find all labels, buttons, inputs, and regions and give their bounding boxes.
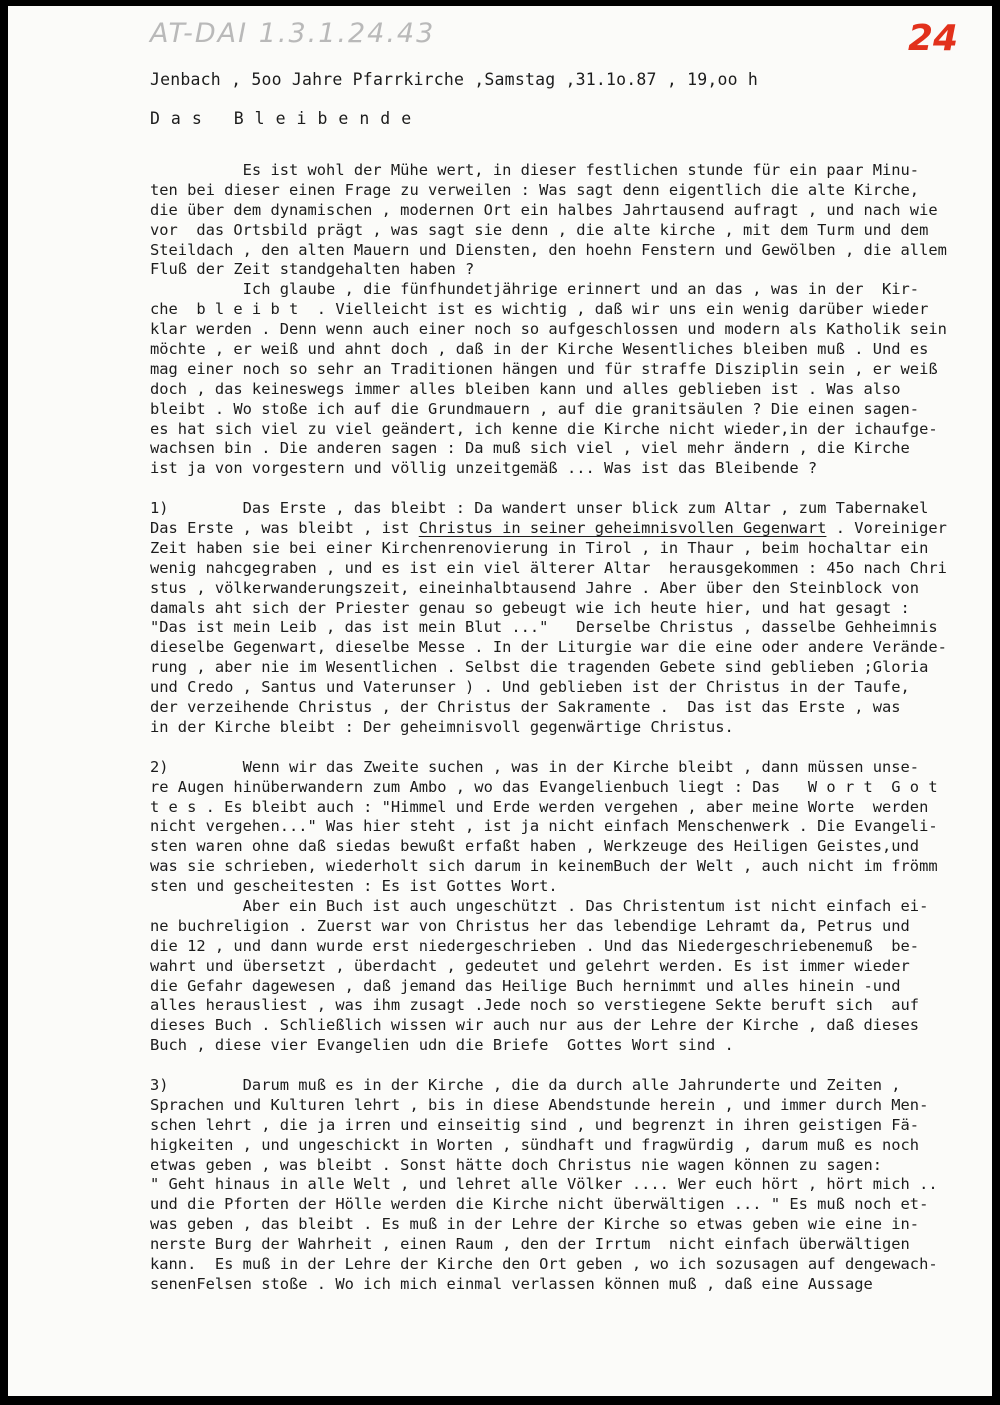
text-line: re Augen hinüberwandern zum Ambo , wo das Evangelienbuch liegt : Das W o r t G o t bbox=[150, 777, 938, 796]
text-line: in der Kirche bleibt : Der geheimnisvoll gegenwärtige Christus. bbox=[150, 717, 734, 736]
text-line: dieselbe Gegenwart, dieselbe Messe . In der Liturgie war die eine oder andere Verände- bbox=[150, 638, 947, 657]
text-line: die Gefahr dagewesen , daß jemand das Heilige Buch hernimmt und alles hinein -und bbox=[150, 976, 901, 995]
paragraph-intro bbox=[150, 161, 992, 479]
text-line: und die Pforten der Hölle werden die Kirche nicht überwältigen ... " Es muß noch et- bbox=[150, 1195, 929, 1214]
text-line: mag einer noch so sehr an Traditionen hängen und für straffe Disziplin sein , er weiß bbox=[150, 359, 938, 378]
text-line: 3) Darum muß es in der Kirche , die da durch alle Jahrunderte und Zeiten , bbox=[150, 1075, 901, 1094]
text-line: Sprachen und Kulturen lehrt , bis in diese Abendstunde herein , und immer durch Men- bbox=[150, 1095, 929, 1114]
text-line: Es ist wohl der Mühe wert, in dieser festlichen stunde für ein paar Minu- bbox=[150, 161, 920, 179]
text-line: ist ja von vorgestern und völlig unzeitgemäß ... Was ist das Bleibende ? bbox=[150, 459, 818, 478]
text-line: " Geht hinaus in alle Welt , und lehret alle Völker .... Wer euch hört , hört mich .. bbox=[150, 1175, 938, 1194]
text-line: schen lehrt , die ja irren und einseitig sind , und begrenzt in ihren geistigen Fä- bbox=[150, 1115, 920, 1134]
document-page bbox=[8, 6, 992, 1396]
text-line: sten und gescheitesten : Es ist Gottes Wort. bbox=[150, 877, 558, 896]
document-header: Jenbach , 5oo Jahre Pfarrkirche ,Samstag ,31.1o.87 , 19,oo h bbox=[150, 70, 759, 89]
text-line: Buch , diese vier Evangelien udn die Briefe Gottes Wort sind . bbox=[150, 1036, 734, 1055]
text-line: die 12 , und dann wurde erst niedergeschrieben . Und das Niedergeschriebenemuß be- bbox=[150, 936, 920, 955]
text-line: Zeit haben sie bei einer Kirchenrenovierung in Tirol , in Thaur , beim hochaltar ein bbox=[150, 538, 929, 557]
text-line: stus , völkerwanderungszeit, eineinhalbtausend Jahre . Aber über den Steinblock von bbox=[150, 578, 920, 597]
text-line: ten bei dieser einen Frage zu verweilen : Was sagt denn eigentlich die alte Kirche, bbox=[150, 180, 920, 199]
text-line: was sie schrieben, wiederholt sich darum in keinemBuch der Welt , auch nicht im frömm bbox=[150, 857, 938, 876]
page-number: 24 bbox=[908, 18, 959, 59]
text-line: was geben , das bleibt . Es muß in der Lehre der Kirche so etwas geben wie eine in- bbox=[150, 1215, 920, 1234]
text-segment: Das Erste , was bleibt , ist bbox=[150, 519, 419, 538]
archive-reference-stamp: AT-DAI 1.3.1.24.43 bbox=[150, 18, 436, 49]
body-text bbox=[150, 161, 992, 1295]
underlined-phrase: Christus in seiner geheimnisvollen Gegenwart bbox=[418, 519, 827, 538]
paragraph-2 bbox=[150, 758, 992, 1056]
text-line: rung , aber nie im Wesentlichen . Selbst die tragenden Gebete sind geblieben ;Gloria bbox=[150, 658, 929, 677]
text-line: higkeiten , und ungeschickt in Worten , sündhaft und fragwürdig , darum muß es noch bbox=[150, 1135, 920, 1154]
text-line: nerste Burg der Wahrheit , einen Raum , den der Irrtum nicht einfach überwältigen bbox=[150, 1235, 910, 1254]
text-line: doch , das keineswegs immer alles bleiben kann und alles geblieben ist . Was also bbox=[150, 379, 901, 398]
text-line: "Das ist mein Leib , das ist mein Blut ..." Derselbe Christus , dasselbe Gehheimnis bbox=[150, 618, 938, 637]
text-line: dieses Buch . Schließlich wissen wir auch nur aus der Lehre der Kirche , daß dieses bbox=[150, 1016, 920, 1035]
text-line: 2) Wenn wir das Zweite suchen , was in der Kirche bleibt , dann müssen unse- bbox=[150, 757, 920, 776]
text-line: nicht vergehen..." Was hier steht , ist ja nicht einfach Menschenwerk . Die Evangeli- bbox=[150, 817, 938, 836]
text-segment: . Voreiniger bbox=[826, 519, 947, 538]
text-line: Ich glaube , die fünfhundetjährige erinnert und an das , was in der Kir- bbox=[150, 280, 920, 299]
paragraph-1 bbox=[150, 499, 992, 738]
text-line: sten waren ohne daß siedas bewußt erfaßt haben , Werkzeuge des Heiligen Geistes,und bbox=[150, 837, 920, 856]
text-line: bleibt . Wo stoße ich auf die Grundmauern , auf die granitsäulen ? Die einen sagen- bbox=[150, 399, 920, 418]
text-line: der verzeihende Christus , der Christus der Sakramente . Das ist das Erste , was bbox=[150, 698, 901, 717]
text-line: etwas geben , was bleibt . Sonst hätte doch Christus nie wagen können zu sagen: bbox=[150, 1155, 883, 1174]
text-line: che b l e i b t . Vielleicht ist es wichtig , daß wir uns ein wenig darüber wieder bbox=[150, 300, 929, 319]
text-line: wenig nahcgegraben , und es ist ein viel älterer Altar herausgekommen : 45o nach Chri bbox=[150, 558, 947, 577]
text-line: wachsen bin . Die anderen sagen : Da muß sich viel , viel mehr ändern , die Kirche bbox=[150, 439, 910, 458]
text-line: kann. Es muß in der Lehre der Kirche den Ort geben , wo ich sozusagen auf dengewach- bbox=[150, 1254, 938, 1273]
text-line: und Credo , Santus und Vaterunser ) . Und geblieben ist der Christus in der Taufe, bbox=[150, 678, 910, 697]
text-line: Steildach , den alten Mauern und Diensten, den hoehn Fenstern und Gewölben , die allem bbox=[150, 240, 947, 259]
paragraph-3 bbox=[150, 1076, 992, 1295]
text-line: wahrt und übersetzt , überdacht , gedeutet und gelehrt werden. Es ist immer wieder bbox=[150, 956, 910, 975]
text-line: 1) Das Erste , das bleibt : Da wandert unser blick zum Altar , zum Tabernakel bbox=[150, 499, 929, 518]
document-title: Das Bleibende bbox=[150, 109, 423, 128]
text-line-with-underline bbox=[150, 519, 992, 539]
text-line: die über dem dynamischen , modernen Ort ein halbes Jahrtausend aufragt , und nach wie bbox=[150, 200, 938, 219]
text-line: möchte , er weiß und ahnt doch , daß in der Kirche Wesentliches bleiben muß . Und es bbox=[150, 340, 929, 359]
text-line: damals aht sich der Priester genau so gebeugt wie ich heute hier, und hat gesagt : bbox=[150, 598, 910, 617]
text-line: es hat sich viel zu viel geändert, ich kenne die Kirche nicht wieder,in der ichaufge- bbox=[150, 419, 938, 438]
text-line: Fluß der Zeit standgehalten haben ? bbox=[150, 260, 475, 279]
text-line: vor das Ortsbild prägt , was sagt sie denn , die alte kirche , mit dem Turm und dem bbox=[150, 220, 929, 239]
text-line: t e s . Es bleibt auch : "Himmel und Erde werden vergehen , aber meine Worte werden bbox=[150, 797, 929, 816]
text-line: alles herausliest , was ihm zusagt .Jede noch so verstiegene Sekte beruft sich auf bbox=[150, 996, 920, 1015]
text-line: ne buchreligion . Zuerst war von Christus her das lebendige Lehramt da, Petrus und bbox=[150, 916, 910, 935]
text-line: Aber ein Buch ist auch ungeschützt . Das Christentum ist nicht einfach ei- bbox=[150, 896, 929, 915]
text-line: klar werden . Denn wenn auch einer noch so aufgeschlossen und modern als Katholik sein bbox=[150, 320, 947, 339]
text-line: senenFelsen stoße . Wo ich mich einmal verlassen können muß , daß eine Aussage bbox=[150, 1274, 873, 1293]
